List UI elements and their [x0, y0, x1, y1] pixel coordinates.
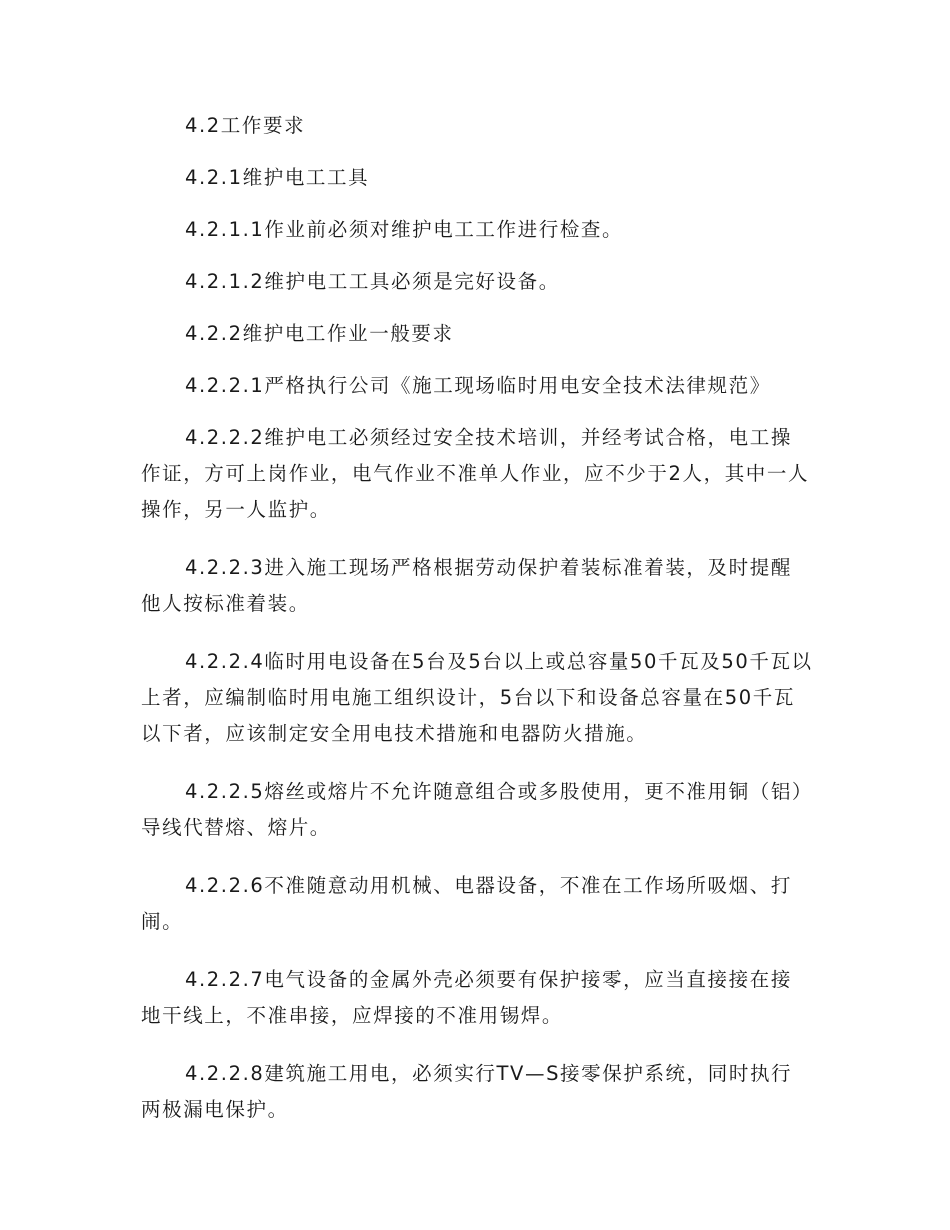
- paragraph-4-2-2-8: 4.2.2.8建筑施工用电，必须实行TV—S接零保护系统，同时执行两极漏电保护。: [141, 1062, 793, 1121]
- heading-4-2: 4.2工作要求: [185, 114, 306, 137]
- heading-4-2-2: 4.2.2维护电工作业一般要求: [185, 322, 454, 345]
- paragraph-4-2-2-1: 4.2.2.1严格执行公司《施工现场临时用电安全技术法律规范》: [185, 374, 771, 397]
- paragraph-4-2-1-1: 4.2.1.1作业前必须对维护电工工作进行检查。: [185, 218, 624, 241]
- paragraph-4-2-2-3: 4.2.2.3进入施工现场严格根据劳动保护着装标准着装，及时提醒他人按标准着装。: [141, 556, 792, 615]
- paragraph-4-2-1-2: 4.2.1.2维护电工工具必须是完好设备。: [185, 270, 560, 293]
- heading-4-2-1: 4.2.1维护电工工具: [185, 166, 370, 189]
- paragraph-4-2-2-4: 4.2.2.4临时用电设备在5台及5台以上或总容量50千瓦及50千瓦以上者，应编制临时用电施工组织设计，5台以下和设备总容量在50千瓦以下者，应该制定安全用电技术措施和电器防火措施。: [141, 650, 813, 745]
- paragraph-4-2-2-6: 4.2.2.6不准随意动用机械、电器设备，不准在工作场所吸烟、打闹。: [141, 874, 792, 933]
- document-body: [141, 108, 813, 1128]
- paragraph-4-2-2-2: 4.2.2.2维护电工必须经过安全技术培训，并经考试合格，电工操作证，方可上岗作业，电气作业不准单人作业，应不少于2人，其中一人操作，另一人监护。: [141, 426, 810, 521]
- paragraph-4-2-2-7: 4.2.2.7电气设备的金属外壳必须要有保护接零，应当直接接在接地干线上，不准串接，应焊接的不准用锡焊。: [141, 968, 792, 1027]
- paragraph-4-2-2-5: 4.2.2.5熔丝或熔片不允许随意组合或多股使用，更不准用铜（铝）导线代替熔、熔片。: [141, 780, 804, 839]
